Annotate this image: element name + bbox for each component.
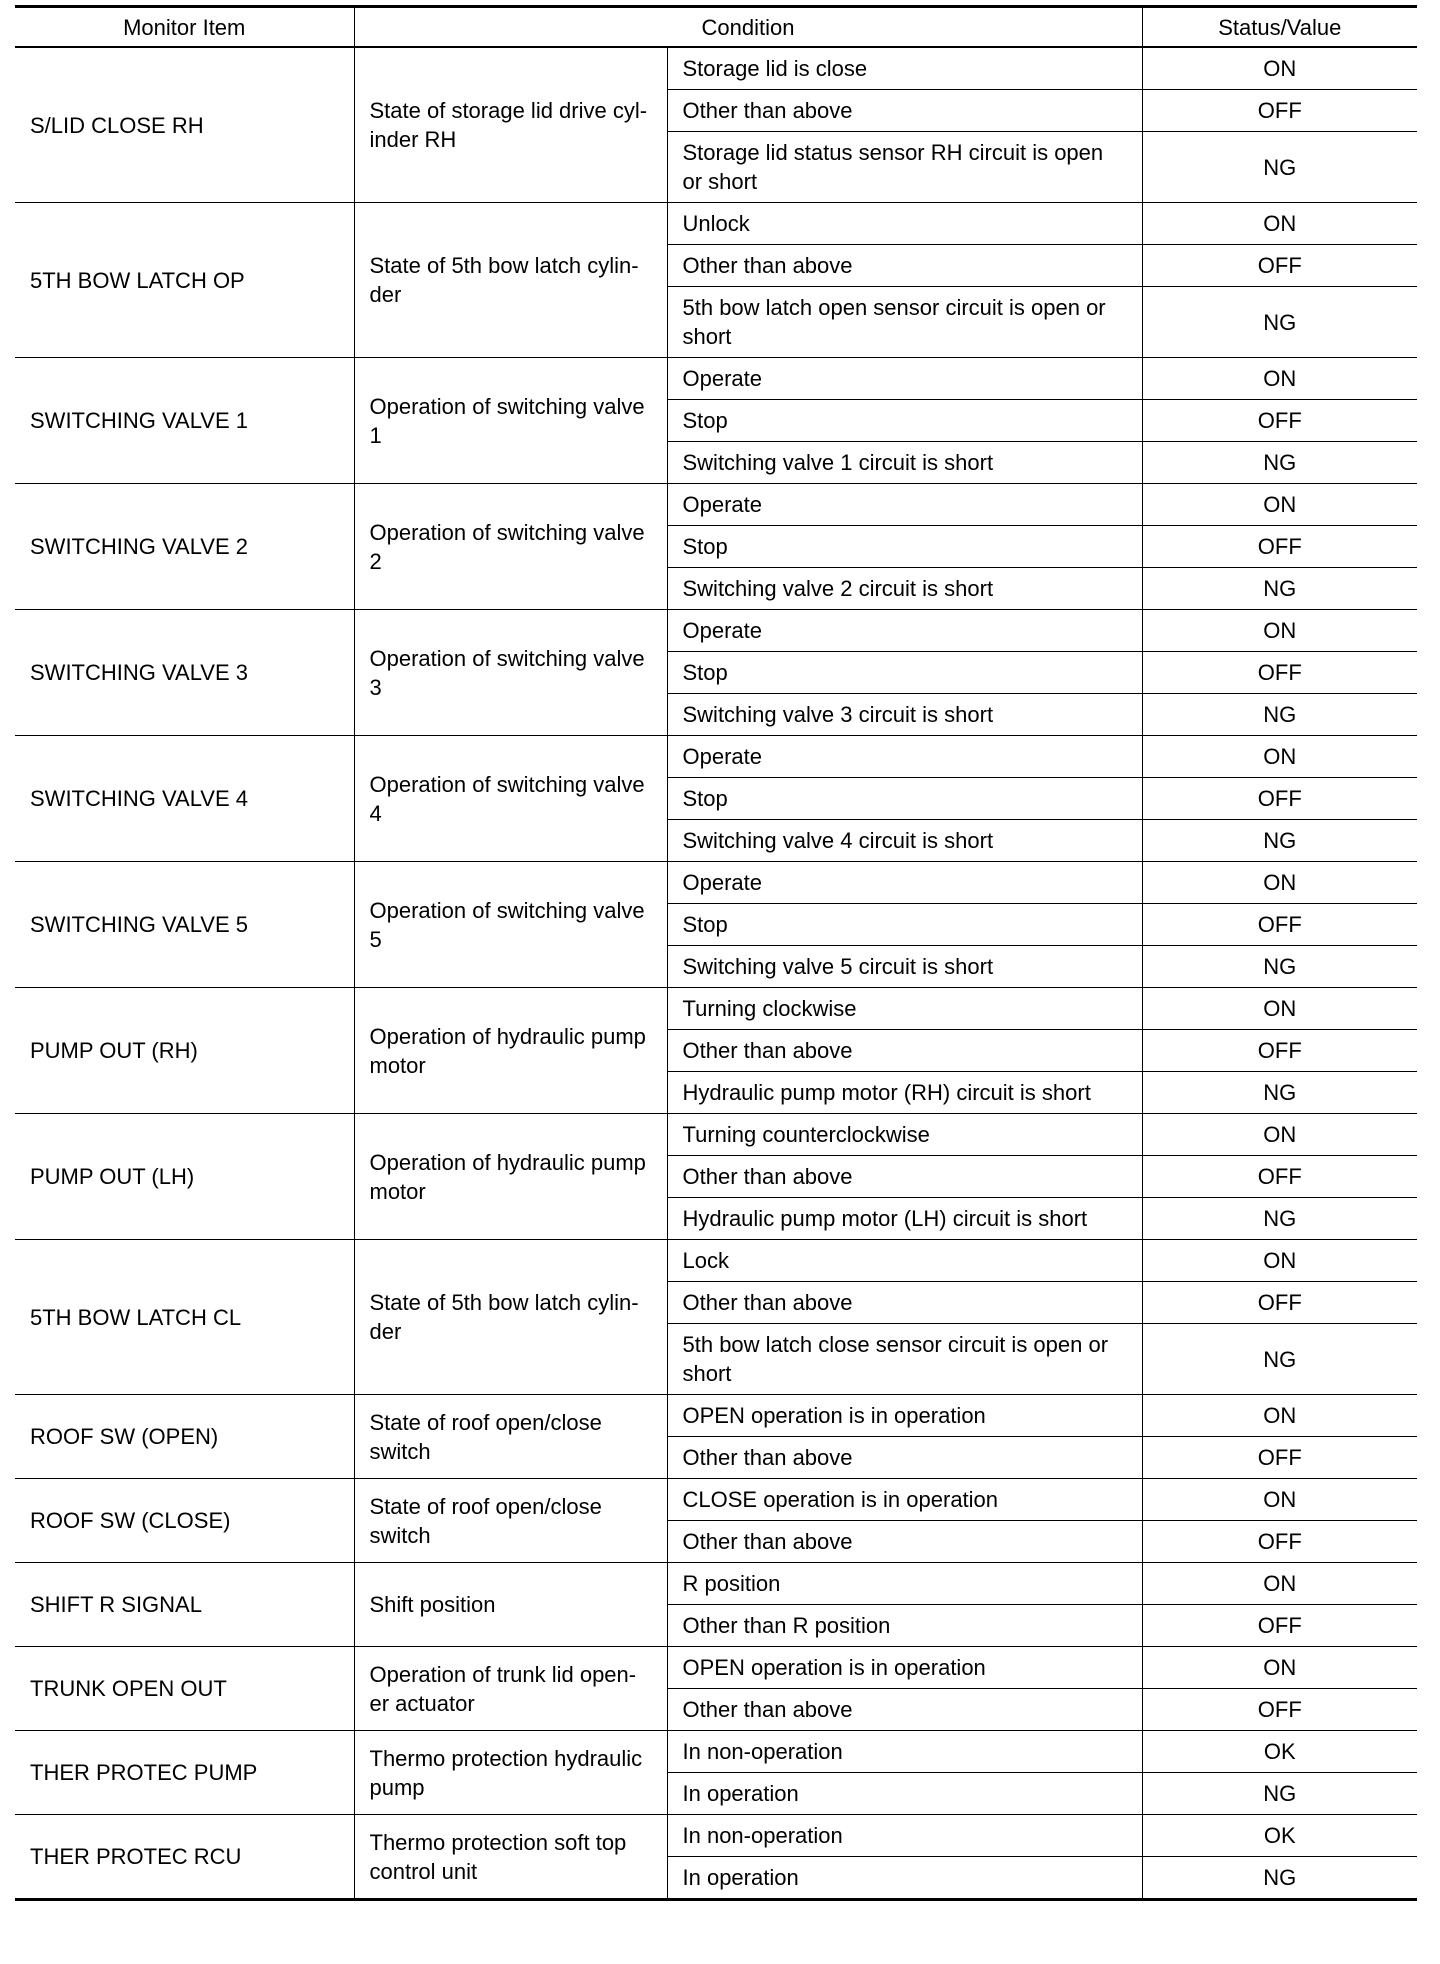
status-value-cell: OFF [1142, 1282, 1417, 1324]
monitor-item-cell: SWITCHING VALVE 3 [15, 610, 354, 736]
condition-subject-cell: State of storage lid drive cyl-inder RH [354, 47, 667, 203]
condition-detail-cell: In operation [667, 1773, 1142, 1815]
status-value-cell: ON [1142, 203, 1417, 245]
table-row [15, 862, 1417, 904]
condition-detail-cell: Unlock [667, 203, 1142, 245]
monitor-item-cell: SWITCHING VALVE 1 [15, 358, 354, 484]
monitor-item-cell: THER PROTEC RCU [15, 1815, 354, 1900]
condition-detail-cell: Turning clockwise [667, 988, 1142, 1030]
condition-subject-cell: Operation of switching valve 2 [354, 484, 667, 610]
condition-detail-cell: Other than above [667, 1437, 1142, 1479]
condition-detail-cell: Operate [667, 862, 1142, 904]
status-value-cell: NG [1142, 694, 1417, 736]
condition-detail-cell: Storage lid is close [667, 47, 1142, 90]
status-value-cell: ON [1142, 47, 1417, 90]
monitor-item-cell: ROOF SW (OPEN) [15, 1395, 354, 1479]
condition-detail-cell: 5th bow latch close sensor circuit is open or short [667, 1324, 1142, 1395]
condition-detail-cell: Other than above [667, 90, 1142, 132]
monitor-item-cell: PUMP OUT (RH) [15, 988, 354, 1114]
condition-subject-cell: Operation of trunk lid open-er actuator [354, 1647, 667, 1731]
table-row [15, 736, 1417, 778]
monitor-item-cell: 5TH BOW LATCH CL [15, 1240, 354, 1395]
monitor-item-cell: SHIFT R SIGNAL [15, 1563, 354, 1647]
status-value-cell: NG [1142, 1857, 1417, 1900]
condition-subject-cell: State of 5th bow latch cylin-der [354, 1240, 667, 1395]
condition-subject-cell: Operation of switching valve 4 [354, 736, 667, 862]
condition-detail-cell: Switching valve 5 circuit is short [667, 946, 1142, 988]
condition-detail-cell: Other than above [667, 1156, 1142, 1198]
condition-subject-cell: State of 5th bow latch cylin-der [354, 203, 667, 358]
status-value-cell: OFF [1142, 1030, 1417, 1072]
monitor-item-cell: SWITCHING VALVE 5 [15, 862, 354, 988]
table-row [15, 358, 1417, 400]
condition-detail-cell: Hydraulic pump motor (RH) circuit is short [667, 1072, 1142, 1114]
monitor-item-cell: SWITCHING VALVE 4 [15, 736, 354, 862]
condition-detail-cell: Stop [667, 526, 1142, 568]
condition-detail-cell: In non-operation [667, 1815, 1142, 1857]
condition-detail-cell: 5th bow latch open sensor circuit is open or short [667, 287, 1142, 358]
condition-detail-cell: Switching valve 2 circuit is short [667, 568, 1142, 610]
condition-detail-cell: Storage lid status sensor RH circuit is open or short [667, 132, 1142, 203]
status-value-cell: ON [1142, 484, 1417, 526]
status-value-cell: OFF [1142, 1605, 1417, 1647]
status-value-cell: OFF [1142, 526, 1417, 568]
header-monitor-item: Monitor Item [15, 7, 354, 48]
table-row [15, 988, 1417, 1030]
table-row [15, 1114, 1417, 1156]
table-row [15, 1731, 1417, 1773]
table-row [15, 1240, 1417, 1282]
condition-detail-cell: R position [667, 1563, 1142, 1605]
status-value-cell: NG [1142, 442, 1417, 484]
status-value-cell: OFF [1142, 400, 1417, 442]
condition-detail-cell: In non-operation [667, 1731, 1142, 1773]
condition-subject-cell: Thermo protection soft top control unit [354, 1815, 667, 1900]
header-row [15, 7, 1417, 48]
status-value-cell: NG [1142, 1324, 1417, 1395]
status-value-cell: NG [1142, 1072, 1417, 1114]
status-value-cell: OK [1142, 1731, 1417, 1773]
condition-detail-cell: Other than above [667, 1282, 1142, 1324]
condition-detail-cell: Stop [667, 400, 1142, 442]
status-value-cell: NG [1142, 132, 1417, 203]
status-value-cell: NG [1142, 568, 1417, 610]
condition-subject-cell: State of roof open/close switch [354, 1479, 667, 1563]
status-value-cell: NG [1142, 820, 1417, 862]
status-value-cell: NG [1142, 1773, 1417, 1815]
condition-detail-cell: Operate [667, 358, 1142, 400]
status-value-cell: NG [1142, 946, 1417, 988]
condition-detail-cell: Switching valve 4 circuit is short [667, 820, 1142, 862]
status-value-cell: ON [1142, 736, 1417, 778]
condition-detail-cell: Switching valve 1 circuit is short [667, 442, 1142, 484]
monitor-item-cell: PUMP OUT (LH) [15, 1114, 354, 1240]
condition-subject-cell: Shift position [354, 1563, 667, 1647]
status-value-cell: OFF [1142, 904, 1417, 946]
table-row [15, 1395, 1417, 1437]
status-value-cell: ON [1142, 1240, 1417, 1282]
status-value-cell: ON [1142, 358, 1417, 400]
status-value-cell: OFF [1142, 778, 1417, 820]
table-row [15, 1815, 1417, 1857]
table-body [15, 47, 1417, 1900]
condition-detail-cell: Lock [667, 1240, 1142, 1282]
condition-subject-cell: State of roof open/close switch [354, 1395, 667, 1479]
table-row [15, 1647, 1417, 1689]
condition-detail-cell: CLOSE operation is in operation [667, 1479, 1142, 1521]
condition-detail-cell: Other than above [667, 1521, 1142, 1563]
status-value-cell: OFF [1142, 245, 1417, 287]
monitor-item-cell: 5TH BOW LATCH OP [15, 203, 354, 358]
table-row [15, 484, 1417, 526]
monitor-item-cell: SWITCHING VALVE 2 [15, 484, 354, 610]
condition-detail-cell: Hydraulic pump motor (LH) circuit is short [667, 1198, 1142, 1240]
header-condition: Condition [354, 7, 1142, 48]
status-value-cell: OFF [1142, 90, 1417, 132]
table-row [15, 1563, 1417, 1605]
condition-detail-cell: In operation [667, 1857, 1142, 1900]
table-row [15, 203, 1417, 245]
condition-subject-cell: Operation of hydraulic pump motor [354, 988, 667, 1114]
condition-detail-cell: Other than above [667, 1030, 1142, 1072]
condition-subject-cell: Thermo protection hydraulic pump [354, 1731, 667, 1815]
status-value-cell: ON [1142, 1114, 1417, 1156]
monitor-item-cell: ROOF SW (CLOSE) [15, 1479, 354, 1563]
status-value-cell: ON [1142, 610, 1417, 652]
condition-detail-cell: Turning counterclockwise [667, 1114, 1142, 1156]
monitor-item-cell: THER PROTEC PUMP [15, 1731, 354, 1815]
condition-detail-cell: Operate [667, 736, 1142, 778]
condition-detail-cell: Switching valve 3 circuit is short [667, 694, 1142, 736]
monitor-item-table [15, 5, 1417, 1901]
status-value-cell: NG [1142, 287, 1417, 358]
condition-subject-cell: Operation of switching valve 5 [354, 862, 667, 988]
condition-detail-cell: Operate [667, 484, 1142, 526]
condition-detail-cell: OPEN operation is in operation [667, 1395, 1142, 1437]
header-status-value: Status/Value [1142, 7, 1417, 48]
status-value-cell: ON [1142, 988, 1417, 1030]
condition-detail-cell: Stop [667, 904, 1142, 946]
condition-detail-cell: Other than above [667, 245, 1142, 287]
status-value-cell: ON [1142, 1395, 1417, 1437]
table-row [15, 610, 1417, 652]
condition-detail-cell: Stop [667, 652, 1142, 694]
status-value-cell: ON [1142, 1563, 1417, 1605]
status-value-cell: OFF [1142, 1437, 1417, 1479]
status-value-cell: OK [1142, 1815, 1417, 1857]
status-value-cell: OFF [1142, 652, 1417, 694]
status-value-cell: OFF [1142, 1156, 1417, 1198]
status-value-cell: OFF [1142, 1521, 1417, 1563]
condition-subject-cell: Operation of switching valve 3 [354, 610, 667, 736]
condition-subject-cell: Operation of switching valve 1 [354, 358, 667, 484]
condition-detail-cell: Other than above [667, 1689, 1142, 1731]
status-value-cell: OFF [1142, 1689, 1417, 1731]
condition-detail-cell: Stop [667, 778, 1142, 820]
condition-subject-cell: Operation of hydraulic pump motor [354, 1114, 667, 1240]
table-row [15, 47, 1417, 90]
status-value-cell: NG [1142, 1198, 1417, 1240]
condition-detail-cell: OPEN operation is in operation [667, 1647, 1142, 1689]
monitor-item-cell: TRUNK OPEN OUT [15, 1647, 354, 1731]
monitor-item-cell: S/LID CLOSE RH [15, 47, 354, 203]
table-row [15, 1479, 1417, 1521]
status-value-cell: ON [1142, 1647, 1417, 1689]
status-value-cell: ON [1142, 862, 1417, 904]
status-value-cell: ON [1142, 1479, 1417, 1521]
condition-detail-cell: Other than R position [667, 1605, 1142, 1647]
condition-detail-cell: Operate [667, 610, 1142, 652]
